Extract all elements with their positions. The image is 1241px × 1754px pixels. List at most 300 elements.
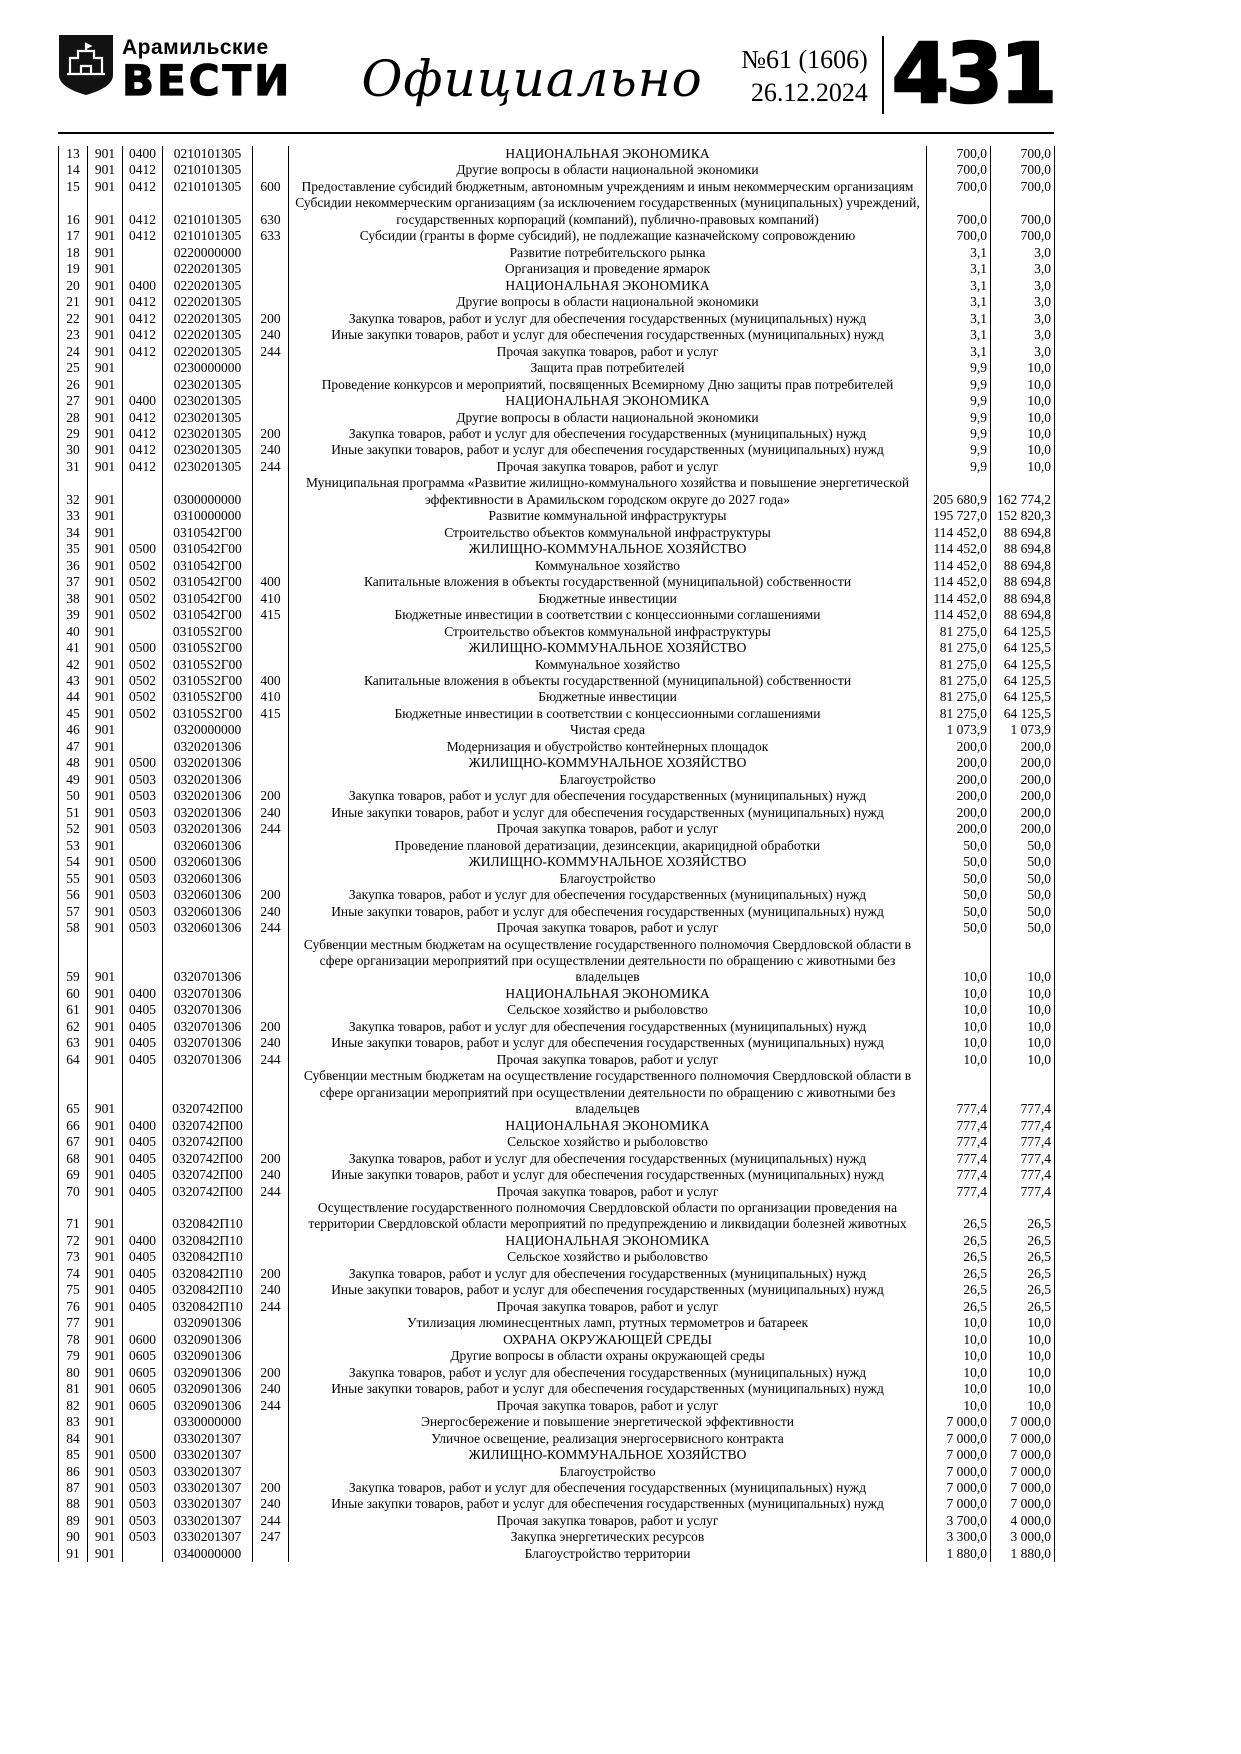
budget-row	[59, 426, 1055, 442]
expense-name-cell: Прочая закупка товаров, работ и услуг	[289, 920, 927, 936]
target-article-code-cell: 0330201307	[163, 1447, 253, 1463]
amount-current-year-cell: 195 727,0	[927, 508, 991, 524]
section-code-cell: 0503	[123, 871, 163, 887]
expense-type-code-cell	[253, 838, 289, 854]
expense-type-code-cell: 244	[253, 1299, 289, 1315]
expense-name-cell: Прочая закупка товаров, работ и услуг	[289, 344, 927, 360]
target-article-code-cell: 0320201306	[163, 755, 253, 771]
amount-next-year-cell: 26,5	[991, 1233, 1055, 1249]
amount-current-year-cell: 114 452,0	[927, 574, 991, 590]
row-number-cell: 29	[59, 426, 88, 442]
amount-next-year-cell: 64 125,5	[991, 657, 1055, 673]
expense-name-cell: Субсидии (гранты в форме субсидий), не подлежащие казначейскому сопровождению	[289, 228, 927, 244]
grbs-code-cell: 901	[88, 1068, 123, 1117]
target-article-code-cell: 0320842П10	[163, 1233, 253, 1249]
section-code-cell: 0503	[123, 1529, 163, 1545]
budget-row	[59, 558, 1055, 574]
row-number-cell: 81	[59, 1381, 88, 1397]
amount-current-year-cell: 10,0	[927, 937, 991, 986]
target-article-code-cell: 0320901306	[163, 1348, 253, 1364]
amount-current-year-cell: 700,0	[927, 195, 991, 228]
amount-next-year-cell: 64 125,5	[991, 706, 1055, 722]
grbs-code-cell: 901	[88, 1002, 123, 1018]
section-code-cell: 0405	[123, 1134, 163, 1150]
amount-current-year-cell: 3,1	[927, 327, 991, 343]
expense-type-code-cell	[253, 245, 289, 261]
grbs-code-cell: 901	[88, 1447, 123, 1463]
target-article-code-cell: 0330201307	[163, 1464, 253, 1480]
target-article-code-cell: 0320842П10	[163, 1299, 253, 1315]
section-code-cell: 0503	[123, 1496, 163, 1512]
section-code-cell: 0605	[123, 1365, 163, 1381]
target-article-code-cell: 0330201307	[163, 1431, 253, 1447]
amount-current-year-cell: 10,0	[927, 986, 991, 1002]
budget-row	[59, 722, 1055, 738]
expense-type-code-cell: 200	[253, 1480, 289, 1496]
budget-row	[59, 261, 1055, 277]
amount-next-year-cell: 7 000,0	[991, 1480, 1055, 1496]
amount-next-year-cell: 3,0	[991, 294, 1055, 310]
amount-current-year-cell: 50,0	[927, 854, 991, 870]
row-number-cell: 75	[59, 1282, 88, 1298]
budget-row	[59, 146, 1055, 162]
grbs-code-cell: 901	[88, 871, 123, 887]
grbs-code-cell: 901	[88, 722, 123, 738]
budget-row	[59, 1200, 1055, 1233]
expense-type-code-cell	[253, 1249, 289, 1265]
section-code-cell: 0405	[123, 1167, 163, 1183]
amount-next-year-cell: 777,4	[991, 1167, 1055, 1183]
section-code-cell: 0600	[123, 1332, 163, 1348]
expense-type-code-cell	[253, 739, 289, 755]
amount-current-year-cell: 26,5	[927, 1200, 991, 1233]
amount-next-year-cell: 10,0	[991, 459, 1055, 475]
grbs-code-cell: 901	[88, 1332, 123, 1348]
section-code-cell	[123, 1431, 163, 1447]
grbs-code-cell: 901	[88, 525, 123, 541]
row-number-cell: 23	[59, 327, 88, 343]
amount-next-year-cell: 64 125,5	[991, 673, 1055, 689]
budget-row	[59, 1068, 1055, 1117]
section-code-cell	[123, 1315, 163, 1331]
section-title: Официально	[361, 50, 703, 108]
row-number-cell: 32	[59, 475, 88, 508]
amount-current-year-cell: 114 452,0	[927, 558, 991, 574]
section-code-cell: 0412	[123, 442, 163, 458]
budget-row	[59, 311, 1055, 327]
amount-next-year-cell: 777,4	[991, 1118, 1055, 1134]
grbs-code-cell: 901	[88, 821, 123, 837]
expense-name-cell: Сельское хозяйство и рыболовство	[289, 1134, 927, 1150]
grbs-code-cell: 901	[88, 689, 123, 705]
amount-next-year-cell: 50,0	[991, 854, 1055, 870]
expense-type-code-cell: 244	[253, 821, 289, 837]
section-code-cell: 0502	[123, 591, 163, 607]
amount-next-year-cell: 777,4	[991, 1151, 1055, 1167]
amount-next-year-cell: 10,0	[991, 1035, 1055, 1051]
row-number-cell: 59	[59, 937, 88, 986]
section-code-cell: 0405	[123, 1151, 163, 1167]
budget-row	[59, 1348, 1055, 1364]
section-code-cell: 0405	[123, 1266, 163, 1282]
amount-current-year-cell: 777,4	[927, 1068, 991, 1117]
expense-name-cell: Закупка товаров, работ и услуг для обеспечения государственных (муниципальных) нужд	[289, 788, 927, 804]
amount-next-year-cell: 10,0	[991, 1052, 1055, 1068]
target-article-code-cell: 0220201305	[163, 311, 253, 327]
expense-name-cell: Развитие коммунальной инфраструктуры	[289, 508, 927, 524]
expense-type-code-cell	[253, 558, 289, 574]
expense-name-cell: Прочая закупка товаров, работ и услуг	[289, 1299, 927, 1315]
row-number-cell: 56	[59, 887, 88, 903]
target-article-code-cell: 0220201305	[163, 294, 253, 310]
row-number-cell: 60	[59, 986, 88, 1002]
amount-next-year-cell: 10,0	[991, 1019, 1055, 1035]
target-article-code-cell: 0320000000	[163, 722, 253, 738]
expense-type-code-cell: 200	[253, 887, 289, 903]
amount-next-year-cell: 26,5	[991, 1266, 1055, 1282]
amount-current-year-cell: 1 073,9	[927, 722, 991, 738]
budget-row	[59, 739, 1055, 755]
target-article-code-cell: 0320701306	[163, 986, 253, 1002]
expense-type-code-cell: 240	[253, 442, 289, 458]
grbs-code-cell: 901	[88, 1496, 123, 1512]
section-code-cell	[123, 360, 163, 376]
budget-row	[59, 1035, 1055, 1051]
target-article-code-cell: 0320601306	[163, 838, 253, 854]
amount-current-year-cell: 26,5	[927, 1282, 991, 1298]
row-number-cell: 78	[59, 1332, 88, 1348]
grbs-code-cell: 901	[88, 920, 123, 936]
grbs-code-cell: 901	[88, 162, 123, 178]
section-code-cell: 0502	[123, 689, 163, 705]
expense-type-code-cell	[253, 475, 289, 508]
expense-name-cell: Капитальные вложения в объекты государственной (муниципальной) собственности	[289, 574, 927, 590]
expense-name-cell: Прочая закупка товаров, работ и услуг	[289, 821, 927, 837]
target-article-code-cell: 0330201307	[163, 1496, 253, 1512]
row-number-cell: 64	[59, 1052, 88, 1068]
amount-current-year-cell: 7 000,0	[927, 1447, 991, 1463]
row-number-cell: 30	[59, 442, 88, 458]
amount-next-year-cell: 3,0	[991, 278, 1055, 294]
amount-current-year-cell: 9,9	[927, 459, 991, 475]
expense-name-cell: Развитие потребительского рынка	[289, 245, 927, 261]
expense-type-code-cell	[253, 657, 289, 673]
row-number-cell: 74	[59, 1266, 88, 1282]
grbs-code-cell: 901	[88, 1167, 123, 1183]
expense-type-code-cell: 200	[253, 1151, 289, 1167]
expense-name-cell: ЖИЛИЩНО-КОММУНАЛЬНОЕ ХОЗЯЙСТВО	[289, 640, 927, 656]
expense-type-code-cell	[253, 377, 289, 393]
budget-row	[59, 1365, 1055, 1381]
budget-row	[59, 377, 1055, 393]
expense-type-code-cell: 200	[253, 1365, 289, 1381]
budget-row	[59, 591, 1055, 607]
expense-type-code-cell: 240	[253, 1035, 289, 1051]
amount-next-year-cell: 88 694,8	[991, 574, 1055, 590]
section-code-cell	[123, 838, 163, 854]
expense-type-code-cell: 410	[253, 689, 289, 705]
expense-type-code-cell: 200	[253, 788, 289, 804]
grbs-code-cell: 901	[88, 937, 123, 986]
target-article-code-cell: 0220000000	[163, 245, 253, 261]
row-number-cell: 19	[59, 261, 88, 277]
expense-type-code-cell: 633	[253, 228, 289, 244]
expense-type-code-cell	[253, 1068, 289, 1117]
expense-name-cell: Прочая закупка товаров, работ и услуг	[289, 1052, 927, 1068]
expense-name-cell: Строительство объектов коммунальной инфраструктуры	[289, 624, 927, 640]
grbs-code-cell: 901	[88, 591, 123, 607]
target-article-code-cell: 0320901306	[163, 1315, 253, 1331]
issue-info	[741, 34, 882, 109]
row-number-cell: 37	[59, 574, 88, 590]
section-code-cell: 0502	[123, 673, 163, 689]
expense-name-cell: Проведение плановой дератизации, дезинсекции, акарицидной обработки	[289, 838, 927, 854]
target-article-code-cell: 0310542Г00	[163, 574, 253, 590]
coat-of-arms-icon	[58, 34, 114, 101]
target-article-code-cell: 0230000000	[163, 360, 253, 376]
expense-name-cell: ОХРАНА ОКРУЖАЮЩЕЙ СРЕДЫ	[289, 1332, 927, 1348]
amount-next-year-cell: 162 774,2	[991, 475, 1055, 508]
amount-next-year-cell: 7 000,0	[991, 1496, 1055, 1512]
target-article-code-cell: 0320601306	[163, 854, 253, 870]
section-code-cell: 0500	[123, 854, 163, 870]
section-code-cell: 0400	[123, 1233, 163, 1249]
budget-row	[59, 442, 1055, 458]
budget-row	[59, 1332, 1055, 1348]
section-code-cell: 0605	[123, 1398, 163, 1414]
target-article-code-cell: 0310542Г00	[163, 541, 253, 557]
row-number-cell: 26	[59, 377, 88, 393]
amount-next-year-cell: 3,0	[991, 327, 1055, 343]
row-number-cell: 24	[59, 344, 88, 360]
amount-next-year-cell: 1 880,0	[991, 1546, 1055, 1562]
target-article-code-cell: 0320842П10	[163, 1249, 253, 1265]
expense-type-code-cell	[253, 1447, 289, 1463]
row-number-cell: 53	[59, 838, 88, 854]
grbs-code-cell: 901	[88, 1151, 123, 1167]
target-article-code-cell: 0320901306	[163, 1332, 253, 1348]
amount-current-year-cell: 777,4	[927, 1134, 991, 1150]
expense-type-code-cell	[253, 1348, 289, 1364]
amount-current-year-cell: 9,9	[927, 426, 991, 442]
budget-table	[58, 146, 1055, 1562]
amount-next-year-cell: 7 000,0	[991, 1431, 1055, 1447]
budget-row	[59, 805, 1055, 821]
amount-next-year-cell: 50,0	[991, 904, 1055, 920]
expense-type-code-cell	[253, 1464, 289, 1480]
expense-type-code-cell	[253, 986, 289, 1002]
budget-row	[59, 986, 1055, 1002]
grbs-code-cell: 901	[88, 904, 123, 920]
amount-next-year-cell: 88 694,8	[991, 541, 1055, 557]
section-code-cell: 0605	[123, 1348, 163, 1364]
amount-current-year-cell: 205 680,9	[927, 475, 991, 508]
row-number-cell: 25	[59, 360, 88, 376]
amount-next-year-cell: 50,0	[991, 887, 1055, 903]
target-article-code-cell: 0320742П00	[163, 1167, 253, 1183]
amount-current-year-cell: 81 275,0	[927, 640, 991, 656]
target-article-code-cell: 0230201305	[163, 426, 253, 442]
page-content	[58, 27, 1054, 1562]
expense-type-code-cell	[253, 854, 289, 870]
expense-name-cell: НАЦИОНАЛЬНАЯ ЭКОНОМИКА	[289, 1233, 927, 1249]
row-number-cell: 48	[59, 755, 88, 771]
grbs-code-cell: 901	[88, 541, 123, 557]
amount-current-year-cell: 10,0	[927, 1019, 991, 1035]
row-number-cell: 76	[59, 1299, 88, 1315]
grbs-code-cell: 901	[88, 179, 123, 195]
amount-next-year-cell: 3 000,0	[991, 1529, 1055, 1545]
row-number-cell: 58	[59, 920, 88, 936]
expense-name-cell: Благоустройство	[289, 772, 927, 788]
grbs-code-cell: 901	[88, 344, 123, 360]
newspaper-name-main: ВЕСТИ	[122, 56, 293, 105]
section-code-cell: 0405	[123, 1299, 163, 1315]
section-code-cell: 0412	[123, 179, 163, 195]
expense-type-code-cell	[253, 640, 289, 656]
section-code-cell	[123, 937, 163, 986]
expense-name-cell: Субсидии некоммерческим организациям (за исключением государственных (муниципальных) учреждений, государственных корпораций (компаний), публично-правовых компаний)	[289, 195, 927, 228]
budget-row	[59, 607, 1055, 623]
expense-type-code-cell: 400	[253, 574, 289, 590]
newspaper-name	[122, 34, 293, 105]
section-code-cell	[123, 1546, 163, 1562]
amount-next-year-cell: 10,0	[991, 1398, 1055, 1414]
section-code-cell: 0405	[123, 1249, 163, 1265]
budget-row	[59, 920, 1055, 936]
expense-type-code-cell	[253, 624, 289, 640]
amount-current-year-cell: 9,9	[927, 377, 991, 393]
grbs-code-cell: 901	[88, 459, 123, 475]
expense-name-cell: Осуществление государственного полномочия Свердловской области по организации проведения на территории Свердловской области мероприятий по предупреждению и ликвидации болезней животных	[289, 1200, 927, 1233]
target-article-code-cell: 0320701306	[163, 1019, 253, 1035]
expense-name-cell: Коммунальное хозяйство	[289, 657, 927, 673]
target-article-code-cell: 0320842П10	[163, 1266, 253, 1282]
budget-row	[59, 525, 1055, 541]
budget-row	[59, 1151, 1055, 1167]
expense-type-code-cell: 244	[253, 1398, 289, 1414]
target-article-code-cell: 03105S2Г00	[163, 657, 253, 673]
section-code-cell: 0400	[123, 1118, 163, 1134]
grbs-code-cell: 901	[88, 195, 123, 228]
newspaper-name-top: Арамильские	[122, 36, 269, 59]
grbs-code-cell: 901	[88, 1233, 123, 1249]
expense-name-cell: НАЦИОНАЛЬНАЯ ЭКОНОМИКА	[289, 146, 927, 162]
amount-current-year-cell: 10,0	[927, 1381, 991, 1397]
amount-next-year-cell: 152 820,3	[991, 508, 1055, 524]
amount-next-year-cell: 4 000,0	[991, 1513, 1055, 1529]
section-code-cell: 0405	[123, 1052, 163, 1068]
amount-next-year-cell: 777,4	[991, 1184, 1055, 1200]
amount-current-year-cell: 700,0	[927, 179, 991, 195]
amount-next-year-cell: 64 125,5	[991, 640, 1055, 656]
grbs-code-cell: 901	[88, 294, 123, 310]
grbs-code-cell: 901	[88, 607, 123, 623]
budget-row	[59, 508, 1055, 524]
expense-type-code-cell	[253, 162, 289, 178]
target-article-code-cell: 0320201306	[163, 805, 253, 821]
amount-next-year-cell: 88 694,8	[991, 558, 1055, 574]
row-number-cell: 33	[59, 508, 88, 524]
grbs-code-cell: 901	[88, 805, 123, 821]
expense-name-cell: Другие вопросы в области национальной экономики	[289, 162, 927, 178]
target-article-code-cell: 0320601306	[163, 871, 253, 887]
expense-name-cell: Закупка энергетических ресурсов	[289, 1529, 927, 1545]
budget-row	[59, 871, 1055, 887]
target-article-code-cell: 0320842П10	[163, 1200, 253, 1233]
expense-name-cell: Благоустройство	[289, 871, 927, 887]
expense-name-cell: Закупка товаров, работ и услуг для обеспечения государственных (муниципальных) нужд	[289, 1365, 927, 1381]
budget-row	[59, 772, 1055, 788]
amount-current-year-cell: 3,1	[927, 278, 991, 294]
amount-next-year-cell: 10,0	[991, 410, 1055, 426]
grbs-code-cell: 901	[88, 1513, 123, 1529]
grbs-code-cell: 901	[88, 327, 123, 343]
amount-current-year-cell: 9,9	[927, 393, 991, 409]
amount-next-year-cell: 10,0	[991, 1365, 1055, 1381]
section-code-cell: 0412	[123, 195, 163, 228]
budget-row	[59, 1134, 1055, 1150]
row-number-cell: 91	[59, 1546, 88, 1562]
expense-name-cell: Защита прав потребителей	[289, 360, 927, 376]
target-article-code-cell: 0320742П00	[163, 1118, 253, 1134]
section-code-cell: 0412	[123, 228, 163, 244]
target-article-code-cell: 0330201307	[163, 1480, 253, 1496]
expense-type-code-cell: 240	[253, 1496, 289, 1512]
expense-name-cell: Закупка товаров, работ и услуг для обеспечения государственных (муниципальных) нужд	[289, 311, 927, 327]
grbs-code-cell: 901	[88, 558, 123, 574]
row-number-cell: 83	[59, 1414, 88, 1430]
budget-row	[59, 1546, 1055, 1562]
amount-current-year-cell: 10,0	[927, 1035, 991, 1051]
expense-name-cell: Субвенции местным бюджетам на осуществление государственного полномочия Свердловской области в сфере организации мероприятий при осуществлении деятельности по обращению с животными без владельцев	[289, 1068, 927, 1117]
row-number-cell: 50	[59, 788, 88, 804]
grbs-code-cell: 901	[88, 986, 123, 1002]
expense-name-cell: НАЦИОНАЛЬНАЯ ЭКОНОМИКА	[289, 278, 927, 294]
section-code-cell: 0503	[123, 805, 163, 821]
target-article-code-cell: 0320201306	[163, 788, 253, 804]
expense-type-code-cell	[253, 722, 289, 738]
expense-name-cell: Иные закупки товаров, работ и услуг для обеспечения государственных (муниципальных) нужд	[289, 904, 927, 920]
grbs-code-cell: 901	[88, 640, 123, 656]
grbs-code-cell: 901	[88, 1365, 123, 1381]
target-article-code-cell: 0320742П00	[163, 1068, 253, 1117]
grbs-code-cell: 901	[88, 1266, 123, 1282]
expense-name-cell: Сельское хозяйство и рыболовство	[289, 1002, 927, 1018]
grbs-code-cell: 901	[88, 1282, 123, 1298]
budget-row	[59, 162, 1055, 178]
target-article-code-cell: 0320742П00	[163, 1184, 253, 1200]
section-code-cell: 0502	[123, 558, 163, 574]
section-code-cell	[123, 1200, 163, 1233]
expense-name-cell: Иные закупки товаров, работ и услуг для обеспечения государственных (муниципальных) нужд	[289, 1381, 927, 1397]
amount-current-year-cell: 10,0	[927, 1315, 991, 1331]
target-article-code-cell: 0320201306	[163, 739, 253, 755]
amount-current-year-cell: 7 000,0	[927, 1431, 991, 1447]
section-code-cell: 0412	[123, 294, 163, 310]
grbs-code-cell: 901	[88, 673, 123, 689]
budget-row	[59, 1464, 1055, 1480]
row-number-cell: 21	[59, 294, 88, 310]
amount-next-year-cell: 3,0	[991, 311, 1055, 327]
amount-next-year-cell: 700,0	[991, 179, 1055, 195]
amount-current-year-cell: 50,0	[927, 887, 991, 903]
budget-row	[59, 393, 1055, 409]
row-number-cell: 73	[59, 1249, 88, 1265]
expense-type-code-cell	[253, 772, 289, 788]
grbs-code-cell: 901	[88, 1529, 123, 1545]
budget-row	[59, 821, 1055, 837]
